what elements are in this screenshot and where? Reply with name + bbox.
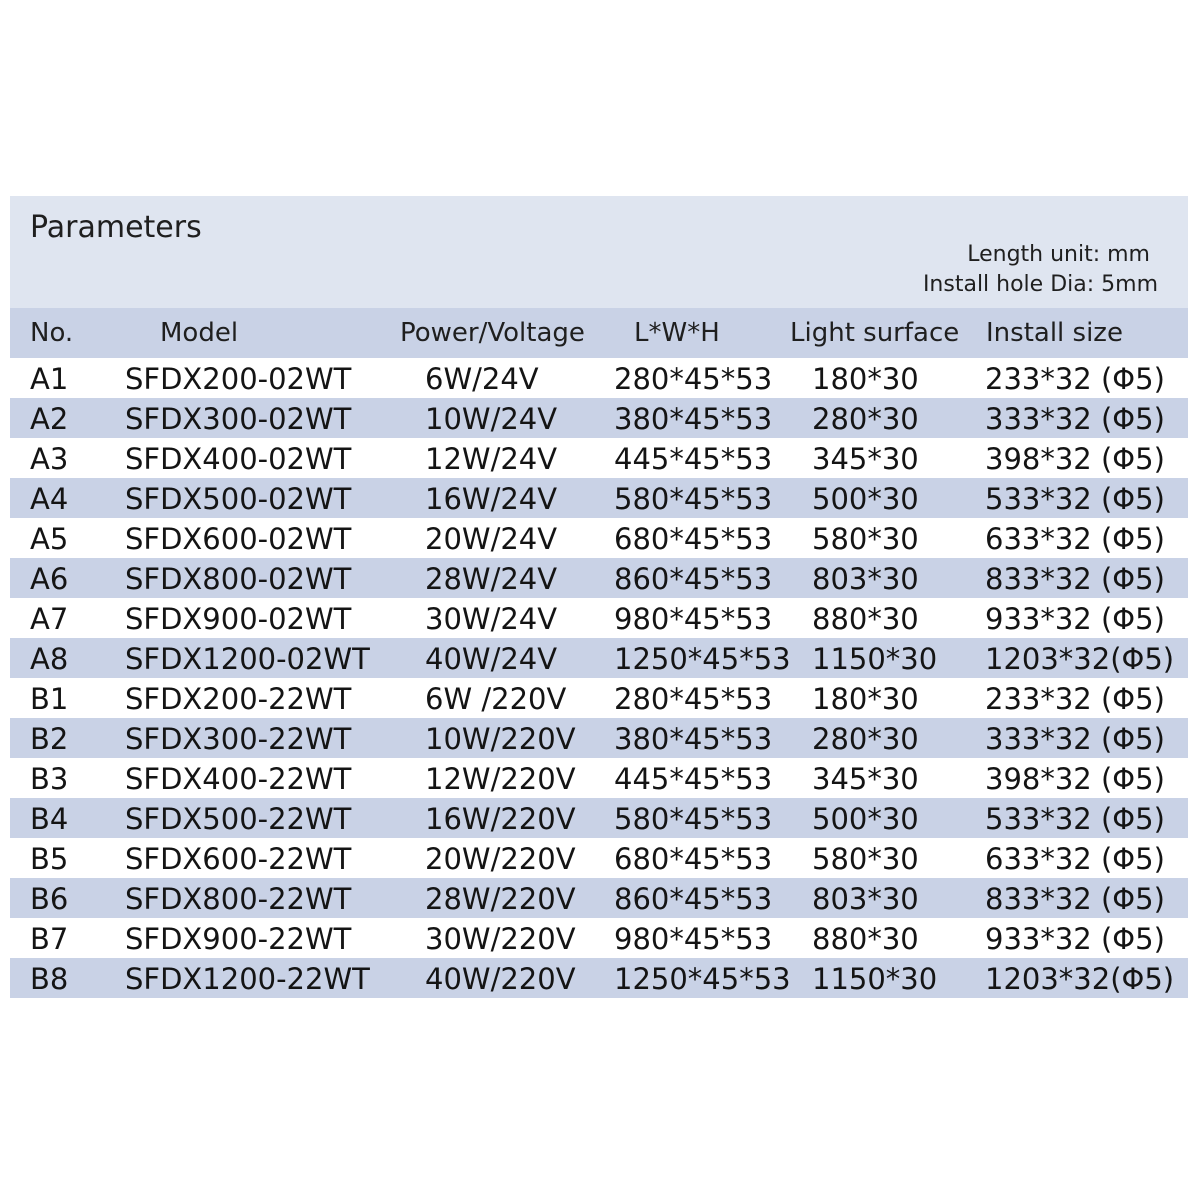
- cell-no: A5: [30, 522, 69, 556]
- cell-no: A6: [30, 562, 69, 596]
- cell-model: SFDX600-02WT: [125, 522, 352, 556]
- cell-install-size: 398*32 (Φ5): [985, 762, 1165, 796]
- cell-light-surface: 345*30: [812, 442, 919, 476]
- table-body: [10, 358, 1188, 998]
- cell-install-size: 1203*32(Φ5): [985, 962, 1175, 996]
- cell-model: SFDX1200-02WT: [125, 642, 370, 676]
- cell-power-voltage: 30W/220V: [425, 922, 576, 956]
- cell-lwh: 445*45*53: [614, 442, 773, 476]
- length-unit-note: Length unit: mm: [967, 242, 1150, 267]
- cell-install-size: 633*32 (Φ5): [985, 842, 1165, 876]
- table-row: [10, 918, 1188, 958]
- table-row: [10, 398, 1188, 438]
- cell-lwh: 860*45*53: [614, 562, 773, 596]
- cell-power-voltage: 10W/220V: [425, 722, 576, 756]
- table-row: [10, 758, 1188, 798]
- cell-install-size: 233*32 (Φ5): [985, 682, 1165, 716]
- cell-power-voltage: 12W/24V: [425, 442, 558, 476]
- cell-lwh: 860*45*53: [614, 882, 773, 916]
- column-header-light-surface: Light surface: [790, 318, 960, 348]
- cell-power-voltage: 30W/24V: [425, 602, 558, 636]
- table-row: [10, 798, 1188, 838]
- cell-no: A3: [30, 442, 69, 476]
- cell-lwh: 980*45*53: [614, 922, 773, 956]
- cell-no: B1: [30, 682, 69, 716]
- cell-install-size: 833*32 (Φ5): [985, 562, 1165, 596]
- cell-power-voltage: 16W/220V: [425, 802, 576, 836]
- cell-power-voltage: 12W/220V: [425, 762, 576, 796]
- cell-install-size: 833*32 (Φ5): [985, 882, 1165, 916]
- column-header-model: Model: [160, 318, 239, 348]
- cell-model: SFDX400-22WT: [125, 762, 352, 796]
- cell-model: SFDX200-02WT: [125, 362, 352, 396]
- cell-light-surface: 500*30: [812, 482, 919, 516]
- cell-no: B7: [30, 922, 69, 956]
- cell-power-voltage: 20W/220V: [425, 842, 576, 876]
- cell-power-voltage: 6W/24V: [425, 362, 539, 396]
- table-row: [10, 878, 1188, 918]
- column-header-power-voltage: Power/Voltage: [400, 318, 585, 348]
- cell-power-voltage: 40W/24V: [425, 642, 558, 676]
- cell-no: B4: [30, 802, 69, 836]
- cell-no: A1: [30, 362, 69, 396]
- cell-light-surface: 1150*30: [812, 962, 938, 996]
- panel-title: Parameters: [30, 210, 202, 245]
- cell-install-size: 933*32 (Φ5): [985, 602, 1165, 636]
- cell-model: SFDX300-22WT: [125, 722, 352, 756]
- cell-lwh: 280*45*53: [614, 362, 773, 396]
- table-row: [10, 598, 1188, 638]
- cell-lwh: 680*45*53: [614, 842, 773, 876]
- cell-power-voltage: 20W/24V: [425, 522, 558, 556]
- cell-lwh: 380*45*53: [614, 722, 773, 756]
- cell-light-surface: 345*30: [812, 762, 919, 796]
- cell-power-voltage: 16W/24V: [425, 482, 558, 516]
- cell-no: B3: [30, 762, 69, 796]
- cell-install-size: 1203*32(Φ5): [985, 642, 1175, 676]
- cell-model: SFDX300-02WT: [125, 402, 352, 436]
- table-row: [10, 518, 1188, 558]
- cell-model: SFDX900-22WT: [125, 922, 352, 956]
- cell-light-surface: 580*30: [812, 842, 919, 876]
- cell-model: SFDX800-22WT: [125, 882, 352, 916]
- column-header-no: No.: [30, 318, 74, 348]
- cell-model: SFDX800-02WT: [125, 562, 352, 596]
- table-row: [10, 558, 1188, 598]
- cell-light-surface: 803*30: [812, 882, 919, 916]
- table-row: [10, 438, 1188, 478]
- cell-lwh: 1250*45*53: [614, 642, 791, 676]
- cell-install-size: 933*32 (Φ5): [985, 922, 1165, 956]
- cell-model: SFDX600-22WT: [125, 842, 352, 876]
- cell-install-size: 333*32 (Φ5): [985, 402, 1165, 436]
- cell-light-surface: 880*30: [812, 922, 919, 956]
- cell-power-voltage: 40W/220V: [425, 962, 576, 996]
- cell-no: B2: [30, 722, 69, 756]
- cell-power-voltage: 10W/24V: [425, 402, 558, 436]
- cell-light-surface: 180*30: [812, 362, 919, 396]
- table-row: [10, 678, 1188, 718]
- cell-model: SFDX500-02WT: [125, 482, 352, 516]
- cell-model: SFDX900-02WT: [125, 602, 352, 636]
- table-row: [10, 958, 1188, 998]
- table-row: [10, 638, 1188, 678]
- cell-power-voltage: 28W/220V: [425, 882, 576, 916]
- table-row: [10, 838, 1188, 878]
- table-row: [10, 718, 1188, 758]
- cell-light-surface: 1150*30: [812, 642, 938, 676]
- cell-lwh: 580*45*53: [614, 482, 773, 516]
- cell-install-size: 533*32 (Φ5): [985, 802, 1165, 836]
- cell-light-surface: 580*30: [812, 522, 919, 556]
- cell-model: SFDX200-22WT: [125, 682, 352, 716]
- parameters-panel: [10, 196, 1188, 1000]
- cell-no: B5: [30, 842, 69, 876]
- cell-install-size: 633*32 (Φ5): [985, 522, 1165, 556]
- install-hole-note: Install hole Dia: 5mm: [922, 272, 1158, 297]
- column-header-lwh: L*W*H: [634, 318, 720, 348]
- cell-lwh: 445*45*53: [614, 762, 773, 796]
- cell-install-size: 233*32 (Φ5): [985, 362, 1165, 396]
- cell-lwh: 980*45*53: [614, 602, 773, 636]
- cell-no: B8: [30, 962, 69, 996]
- table-row: [10, 478, 1188, 518]
- table-header: [10, 308, 1188, 358]
- cell-lwh: 280*45*53: [614, 682, 773, 716]
- cell-model: SFDX1200-22WT: [125, 962, 370, 996]
- cell-model: SFDX400-02WT: [125, 442, 352, 476]
- cell-no: A2: [30, 402, 69, 436]
- table-row: [10, 358, 1188, 398]
- cell-light-surface: 280*30: [812, 402, 919, 436]
- cell-power-voltage: 6W /220V: [425, 682, 567, 716]
- panel-header: [10, 196, 1188, 308]
- cell-no: A4: [30, 482, 69, 516]
- column-header-install-size: Install size: [986, 318, 1123, 348]
- cell-light-surface: 180*30: [812, 682, 919, 716]
- cell-install-size: 398*32 (Φ5): [985, 442, 1165, 476]
- cell-no: A8: [30, 642, 69, 676]
- cell-no: B6: [30, 882, 69, 916]
- cell-install-size: 333*32 (Φ5): [985, 722, 1165, 756]
- cell-lwh: 580*45*53: [614, 802, 773, 836]
- cell-light-surface: 880*30: [812, 602, 919, 636]
- cell-no: A7: [30, 602, 69, 636]
- cell-power-voltage: 28W/24V: [425, 562, 558, 596]
- cell-lwh: 380*45*53: [614, 402, 773, 436]
- cell-light-surface: 803*30: [812, 562, 919, 596]
- cell-install-size: 533*32 (Φ5): [985, 482, 1165, 516]
- cell-light-surface: 280*30: [812, 722, 919, 756]
- cell-model: SFDX500-22WT: [125, 802, 352, 836]
- cell-light-surface: 500*30: [812, 802, 919, 836]
- cell-lwh: 1250*45*53: [614, 962, 791, 996]
- cell-lwh: 680*45*53: [614, 522, 773, 556]
